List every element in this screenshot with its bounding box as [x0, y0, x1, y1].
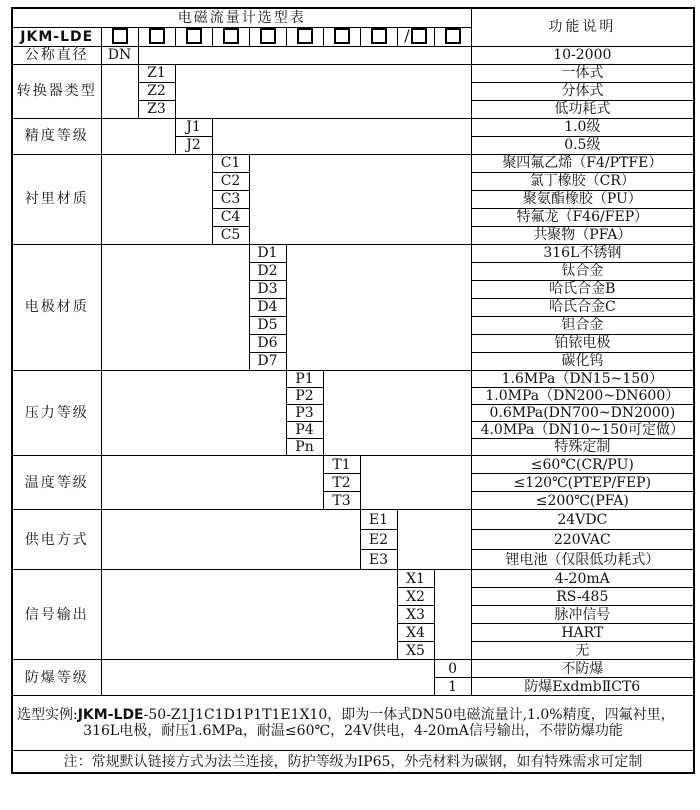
group-label-electrode-material: 电极材质 — [12, 244, 101, 370]
code-cell-e1: E1 — [360, 510, 397, 530]
desc-cell-c5: 共聚物（PFA） — [471, 226, 694, 244]
code-cell-d5: D5 — [249, 316, 286, 334]
code-cell-d7: D7 — [249, 352, 286, 370]
code-cell-t2: T2 — [323, 474, 360, 492]
spacer-cell — [138, 46, 471, 64]
desc-cell-d4: 哈氏合金C — [471, 298, 694, 316]
spacer-cell — [360, 456, 471, 510]
code-cell-p4: P4 — [286, 422, 323, 439]
desc-cell-fb1: 防爆ExdmbⅡCT6 — [471, 678, 694, 696]
spacer-cell — [212, 118, 471, 154]
desc-cell-p2: 1.0MPa（DN200~DN600） — [471, 387, 694, 404]
code-cell-c1: C1 — [212, 154, 249, 172]
spacer-cell — [101, 510, 360, 570]
desc-cell-x2: RS-485 — [471, 588, 694, 606]
group-label-converter-type: 转换器类型 — [12, 64, 101, 118]
desc-cell-d2: 钛合金 — [471, 262, 694, 280]
model-checkbox-cell-2 — [138, 27, 175, 46]
model-checkbox-cell-3 — [175, 27, 212, 46]
checkbox-icon[interactable] — [297, 28, 313, 44]
desc-cell-d5: 钽合金 — [471, 316, 694, 334]
code-cell-p3: P3 — [286, 405, 323, 422]
model-checkbox-cell-7 — [323, 27, 360, 46]
desc-cell-z1: 一体式 — [471, 64, 694, 82]
spacer-cell — [397, 510, 471, 570]
spacer-cell — [434, 570, 471, 660]
desc-cell-p4: 4.0MPa（DN10~150可定做） — [471, 422, 694, 439]
code-cell-e3: E3 — [360, 550, 397, 570]
group-label-accuracy-class: 精度等级 — [12, 118, 101, 154]
example-code-text: -50-Z1J1C1D1P1T1E1X10，即为一体式DN50电磁流量计,1.0%精度，四氟衬里， — [143, 707, 675, 724]
selection-example-line1 — [13, 707, 693, 723]
checkbox-icon[interactable] — [411, 28, 427, 44]
code-cell-d6: D6 — [249, 334, 286, 352]
spacer-cell — [101, 570, 397, 660]
model-checkbox-cell-6 — [286, 27, 323, 46]
spacer-cell — [101, 456, 323, 510]
code-cell-x4: X4 — [397, 624, 434, 642]
desc-cell-c4: 特氟龙（F46/FEP） — [471, 208, 694, 226]
code-cell-fb0: 0 — [434, 660, 471, 678]
group-label-liner-material: 衬里材质 — [12, 154, 101, 244]
desc-cell-c2: 氯丁橡胶（CR） — [471, 172, 694, 190]
desc-cell-x4: HART — [471, 624, 694, 642]
code-cell-e2: E2 — [360, 530, 397, 550]
code-cell-c5: C5 — [212, 226, 249, 244]
desc-cell-e2: 220VAC — [471, 530, 694, 550]
spacer-cell — [101, 154, 212, 244]
code-cell-d3: D3 — [249, 280, 286, 298]
example-model: JKM-LDE — [77, 707, 144, 724]
selection-example — [12, 696, 694, 751]
group-label-temperature-rating: 温度等级 — [12, 456, 101, 510]
group-label-explosion-proof: 防爆等级 — [12, 660, 101, 696]
code-cell-x1: X1 — [397, 570, 434, 588]
code-cell-z3: Z3 — [138, 100, 175, 118]
code-cell-x2: X2 — [397, 588, 434, 606]
desc-cell-x1: 4-20mA — [471, 570, 694, 588]
desc-cell-z2: 分体式 — [471, 82, 694, 100]
model-checkbox-cell-9 — [397, 27, 434, 46]
code-cell-c2: C2 — [212, 172, 249, 190]
desc-cell-x5: 无 — [471, 642, 694, 660]
checkbox-icon[interactable] — [186, 28, 202, 44]
desc-cell-d3: 哈氏合金B — [471, 280, 694, 298]
model-prefix: JKM-LDE — [12, 27, 101, 46]
checkbox-icon[interactable] — [371, 28, 387, 44]
checkbox-icon[interactable] — [149, 28, 165, 44]
spacer-cell — [101, 660, 434, 696]
group-label-pressure-rating: 压力等级 — [12, 370, 101, 455]
selection-table — [11, 7, 695, 774]
group-label-signal-output: 信号输出 — [12, 570, 101, 660]
code-cell-d4: D4 — [249, 298, 286, 316]
desc-cell-j1: 1.0级 — [471, 118, 694, 136]
function-column-header: 功能说明 — [471, 8, 694, 46]
checkbox-icon[interactable] — [445, 28, 461, 44]
footnote: 注：常规默认链接方式为法兰连接，防护等级为IP65，外壳材料为碳钢，如有特殊需求可定制 — [12, 751, 694, 773]
desc-cell-t2: ≤120℃(PTEP/FEP) — [471, 474, 694, 492]
spacer-cell — [101, 244, 249, 370]
desc-cell-p3: 0.6MPa(DN700~DN2000) — [471, 405, 694, 422]
code-cell-fb1: 1 — [434, 678, 471, 696]
desc-cell-t1: ≤60℃(CR/PU) — [471, 456, 694, 474]
spacer-cell — [175, 64, 471, 118]
desc-cell-fb0: 不防爆 — [471, 660, 694, 678]
code-cell-pn: Pn — [286, 439, 323, 456]
code-cell-p1: P1 — [286, 370, 323, 387]
code-cell-t1: T1 — [323, 456, 360, 474]
table-title: 电磁流量计选型表 — [12, 8, 471, 27]
code-cell-c4: C4 — [212, 208, 249, 226]
code-cell-dn: DN — [101, 46, 138, 64]
code-cell-p2: P2 — [286, 387, 323, 404]
spacer-cell — [101, 64, 138, 118]
checkbox-icon[interactable] — [334, 28, 350, 44]
model-checkbox-cell-10 — [434, 27, 471, 46]
group-label-power-supply: 供电方式 — [12, 510, 101, 570]
code-cell-z1: Z1 — [138, 64, 175, 82]
desc-cell-d1: 316L不锈钢 — [471, 244, 694, 262]
desc-cell-t3: ≤200℃(PFA) — [471, 492, 694, 510]
model-checkbox-cell-1 — [101, 27, 138, 46]
code-cell-x3: X3 — [397, 606, 434, 624]
desc-cell-d6: 铂铱电极 — [471, 334, 694, 352]
code-cell-t3: T3 — [323, 492, 360, 510]
model-checkbox-cell-8 — [360, 27, 397, 46]
desc-cell-e3: 锂电池（仅限低功耗式） — [471, 550, 694, 570]
code-cell-x5: X5 — [397, 642, 434, 660]
desc-cell-d7: 碳化钨 — [471, 352, 694, 370]
code-cell-d1: D1 — [249, 244, 286, 262]
desc-cell-e1: 24VDC — [471, 510, 694, 530]
group-label-nominal-diameter: 公称直径 — [12, 46, 101, 64]
checkbox-icon[interactable] — [260, 28, 276, 44]
desc-cell-j2: 0.5级 — [471, 136, 694, 154]
selection-example-line2: 316L电极，耐压1.6MPa，耐温≤60℃，24V供电，4-20mA信号输出，不带防爆功能 — [83, 723, 623, 740]
code-cell-d2: D2 — [249, 262, 286, 280]
code-cell-c3: C3 — [212, 190, 249, 208]
spacer-cell — [323, 370, 471, 455]
example-label: 选型实例: — [17, 707, 78, 724]
slash-separator: / — [404, 27, 410, 45]
spacer-cell — [101, 370, 286, 455]
spacer-cell — [249, 154, 471, 244]
desc-cell-c3: 聚氨酯橡胶（PU） — [471, 190, 694, 208]
desc-cell-pn: 特殊定制 — [471, 439, 694, 456]
desc-cell-dn: 10-2000 — [471, 46, 694, 64]
desc-cell-p1: 1.6MPa（DN15~150） — [471, 370, 694, 387]
spacer-cell — [286, 244, 471, 370]
desc-cell-x3: 脉冲信号 — [471, 606, 694, 624]
desc-cell-z3: 低功耗式 — [471, 100, 694, 118]
spacer-cell — [101, 118, 175, 154]
code-cell-j2: J2 — [175, 136, 212, 154]
checkbox-icon[interactable] — [223, 28, 239, 44]
desc-cell-c1: 聚四氟乙烯（F4/PTFE） — [471, 154, 694, 172]
model-checkbox-cell-5 — [249, 27, 286, 46]
checkbox-icon[interactable] — [112, 28, 128, 44]
code-cell-z2: Z2 — [138, 82, 175, 100]
model-checkbox-cell-4 — [212, 27, 249, 46]
code-cell-j1: J1 — [175, 118, 212, 136]
